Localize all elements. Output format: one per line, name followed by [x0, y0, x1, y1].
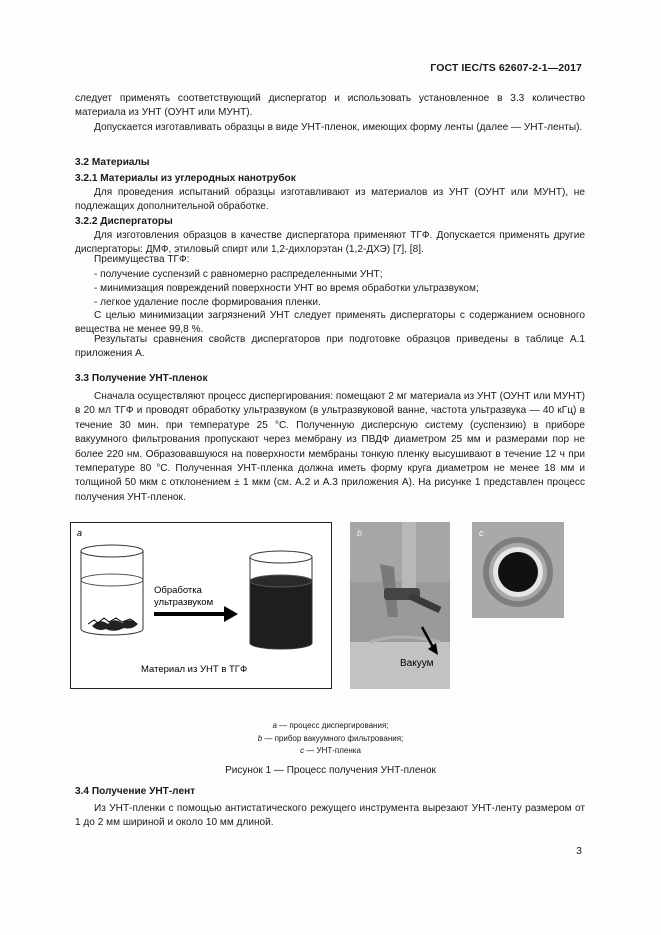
panel-c-label: c: [479, 528, 484, 538]
intro-paragraph-2: Допускается изготавливать образцы в виде УНТ-пленок, имеющих форму ленты (далее — УНТ-ленты).: [94, 122, 583, 133]
advantage-item: - получение суспензий с равномерно распределенными УНТ;: [94, 269, 383, 280]
section-3-2-2-heading: 3.2.2 Диспергаторы: [75, 216, 173, 227]
vacuum-label: Вакуум: [400, 658, 434, 669]
figure-panel-a: [70, 522, 332, 689]
advantage-item: - минимизация повреждений поверхности УНТ во время обработки ультразвуком;: [94, 283, 479, 294]
arrow-label-2: ультразвуком: [154, 597, 214, 608]
panel-a-label: a: [77, 528, 83, 538]
figure-panel-c: [472, 522, 564, 618]
arrow-label-1: Обработка: [154, 585, 202, 596]
section-3-2-heading: 3.2 Материалы: [75, 157, 150, 168]
section-3-4-text: Из УНТ-пленки с помощью антистатического режущего инструмента вырезают УНТ-ленту размером от 1 до 2 мм шириной и около 10 мм длиной.: [75, 803, 585, 829]
section-3-2-1-heading: 3.2.1 Материалы из углеродных нанотрубок: [75, 173, 296, 184]
figure-legend-item: c — УНТ-пленка: [300, 746, 361, 755]
advantages-title: Преимущества ТГФ:: [94, 254, 190, 265]
figure-caption: Рисунок 1 — Процесс получения УНТ-пленок: [225, 765, 436, 776]
page-number: 3: [576, 845, 582, 857]
cnt-film-disc: [498, 552, 538, 592]
standard-header: ГОСТ IEC/TS 62607-2-1—2017: [430, 62, 582, 74]
section-3-2-1-text: Для проведения испытаний образцы изготавливают из материалов из УНТ (ОУНТ или МУНТ), не подлежащих дополнительной обработке.: [75, 187, 585, 213]
advantage-item: - легкое удаление после формирования пленки.: [94, 297, 321, 308]
material-label: Материал из УНТ в ТГФ: [141, 664, 248, 675]
figure-legend-item: a — процесс диспергирования;: [272, 721, 389, 730]
section-3-4-heading: 3.4 Получение УНТ-лент: [75, 786, 196, 797]
figure-legend-item: b — прибор вакуумного фильтрования;: [257, 734, 404, 743]
panel-b-label: b: [357, 528, 363, 538]
results-paragraph: Результаты сравнения свойств диспергаторов при подготовке образцов приведены в таблице А.1 приложения А.: [75, 334, 585, 360]
section-3-3-heading: 3.3 Получение УНТ-пленок: [75, 373, 208, 384]
section-3-2-2-text: Для изготовления образцов в качестве диспергатора применяют ТГФ. Допускается применять другие диспергаторы: ДМФ, этиловый спирт или 1,2-дихлорэтан (1,2-ДХЭ) [7], [8].: [75, 230, 585, 256]
purity-paragraph: С целью минимизации загрязнений УНТ следует применять диспергаторы с содержанием основного вещества не менее 99,8 %.: [75, 310, 585, 336]
section-3-3-text: Сначала осуществляют процесс диспергирования: помещают 2 мг материала из УНТ (ОУНТ или МУНТ) в 20 мл ТГФ и проводят обработку ультразвуком (в ультразвуковой ванне, частота ультразвука — 40 кГц) в течение 30 мин. при температуре 25 °С. Полученную дисперсную систему (суспензию) в приборе вакуумного фильтрования пропускают через мембрану из ПВДФ диаметром 25 мм и размерами пор не более 220 нм. Образовавшуюся на поверхности мембраны тонкую пленку высушивают в течение 12 ч при температуре 80 °С. Полученная УНТ-пленка должна иметь форму круга диаметром не менее 18 мм и толщиной 50 мкм с отклонением ± 1 мкм (см. А.2 и А.3 приложения А). На рисунке 1 представлен процесс получения УНТ-пленок.: [75, 391, 585, 503]
intro-paragraph-1: следует применять соответствующий диспергатор и использовать установленное в 3.3 количество материала из УНТ (ОУНТ или МУНТ).: [75, 93, 585, 119]
figure-panel-b: [350, 522, 450, 689]
